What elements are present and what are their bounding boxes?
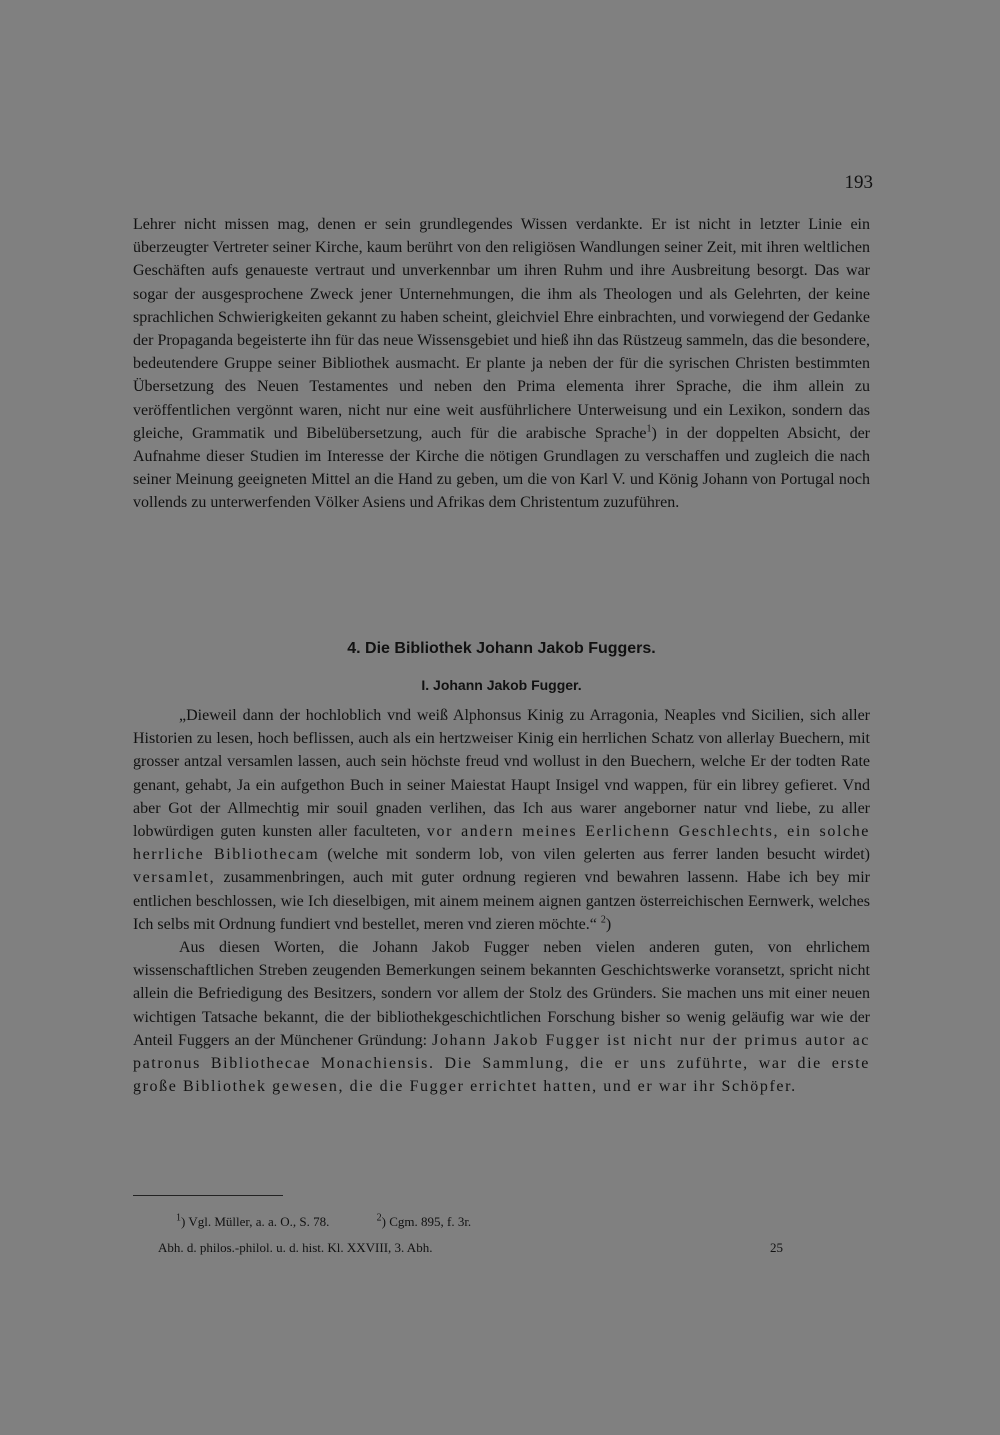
paragraph-text-spaced: Johann Jakob Fugger ist nicht nur der primus autor ac patronus Bibliothecae Monachiensis. Die Sammlung, die er uns zuführte, war die erste große Bibliothek gewesen, die die Fugger errichtet hatten, und er war ihr Schöpfer. <box>133 1031 870 1096</box>
paragraph-text: Aus diesen Worten, die Johann Jakob Fugger neben vielen anderen guten, von ehrlichem wissenschaftlichen Streben zeugenden Bemerkungen seinem bekannten Geschichtswerke voransetzt, spricht nicht allein die Befriedigung des Besitzers, sondern vor allem der Stolz des Gründers. Sie machen uns mit einer neuen wichtigen Tatsache bekannt, die der bibliothekgeschichtlichen Forschung bisher so wenig geläufig war wie der Anteil Fuggers an der Münchener Gründung: <box>133 939 870 1049</box>
paragraph-intro: Lehrer nicht missen mag, denen er sein grundlegendes Wissen verdankte. Er ist nicht in letzter Linie ein überzeugter Vertreter seiner Kirche, kaum berührt von den religiösen Wandlungen seiner Zeit, mit ihren weltlichen Geschäften aufs genaueste vertraut und unverkennbar um ihren Ruhm und ihre Ausbreitung besorgt. Das war sogar der ausgesprochene Zweck jener Unternehmungen, die ihm als Theologen und als Gelehrten, der keine sprachlichen Schwierigkeiten gekannt zu haben scheint, gleichviel Ehre einbrachten, und vorwiegend der Gedanke der Propaganda begeisterte ihn für das neue Wissensgebiet und hieß ihn das Rüstzeug sammeln, das die besondere, bedeutendere Gruppe seiner Bibliothek ausmacht. Er plante ja neben der für die syrischen Christen bestimmten Übersetzung des Neuen Testamentes und neben den Prima elementa ihrer Sprache, die ihm allein zu veröffentlichen vergönnt waren, nicht nur eine weit ausführlichere Unterweisung und ein Lexikon, sondern das gleiche, Grammatik und Bibelübersetzung, auch für die arabische Sprache$^1$) in der doppelten Absicht, der Aufnahme dieser Studien im Interesse der Kirche die nötigen Grundlagen zu verschaffen und zugleich die nach seiner Meinung geeigneten Mittel an die Hand zu geben, um die von Karl V. und König Johann von Portugal noch vollends zu unterwerfenden Völker Asiens und Afrikas dem Christentum zuzuführen. <box>133 216 870 512</box>
sub-heading: I. Johann Jakob Fugger. <box>421 677 582 693</box>
footnote-1: $^1$) Vgl. Müller, a. a. O., S. 78. <box>176 1212 330 1229</box>
page-footer <box>158 1240 783 1256</box>
paragraph-text: Lehrer nicht missen mag, denen er sein grundlegendes Wissen verdankte. Er ist nicht in letzter Linie ein überzeugter Vertreter seiner Kirche, kaum berührt von den religiösen Wandlungen seiner Zeit, mit ihren weltlichen Geschäften aufs genaueste vertraut und unverkennbar um ihren Ruhm und ihre Ausbreitung besorgt. Das war sogar der ausgesprochene Zweck jener Unternehmungen, die ihm als Theologen und als Gelehrten, der keine sprachlichen Schwierigkeiten gekannt zu haben scheint, gleichviel Ehre einbrachten, und vorwiegend der Gedanke der Propaganda begeisterte ihn für das neue Wissensgebiet und hieß ihn das Rüstzeug sammeln, das die besondere, bedeutendere Gruppe seiner Bibliothek ausmacht. Er plante ja neben der für die syrischen Christen bestimmten Übersetzung des Neuen Testamentes und neben den Prima elementa ihrer Sprache, die ihm allein zu veröffentlichen vergönnt waren, nicht nur eine weit ausführlichere Unterweisung und ein Lexikon, sondern das gleiche, Grammatik und Bibelübersetzung, auch für die arabische Sprache <box>133 216 870 442</box>
paragraph-text: in der doppelten Absicht, der Aufnahme dieser Studien im Interesse der Kirche die nötigen Grundlagen zu verschaffen und zugleich die nach seiner Meinung geeigneten Mittel an die Hand zu geben, um die von Karl V. und König Johann von Portugal noch vollends zu unterwerfenden Völker Asiens und Afrikas dem Christentum zuzuführen. <box>133 424 870 512</box>
quote-text: „Dieweil dann der hochloblich vnd weiß Alphonsus Kinig zu Arragonia, Neaples vnd Sicilien, sich aller Historien zu lesen, hoch beflissen, auch als ein hertzweiser Kinig ein herrlichen Schatz von allerlay Buechern, mit grosser antzal versamlen lassen, auch sein höchste freud vnd wollust in den Buechern, welche Er der todten Rate genant, gehabt, Ja ein aufgethon Buch in seiner Maiestat Haupt Insigel vnd wappen, für ein librey gefieret. Vnd aber Got der Allmechtig mir souil gnaden verlihen, das Ich aus warer angeborner natur vnd liebe, zu aller lobwürdigen guten kunsten aller faculteten, <box>133 707 870 841</box>
footnote-marker: 1 <box>646 423 652 435</box>
section-heading: 4. Die Bibliothek Johann Jakob Fuggers. <box>347 640 656 657</box>
footnote-marker: 2 <box>600 914 606 926</box>
quote-text: (welche mit sonderm lob, von vilen gelerten aus ferrer landen besucht wirdet) <box>319 846 870 864</box>
quote-text: zusammenbringen, auch mit guter ordnung regieren vnd bewahren lassenn. Habe ich bey mir entlichen beschlossen, wie Ich dieselbigen, mit ainem meinem aignen gantzen österreichischen Eernwerk, welches Ich selbs mit Ordnung fundiert vnd bestellet, meren vnd zieren möchte.“ <box>133 869 870 933</box>
footnote-2: $^2$) Cgm. 895, f. 3r. <box>376 1212 472 1229</box>
quote-text-spaced: versamlet, <box>133 869 216 887</box>
quote-text-spaced: vor andern meines Eerlichenn Geschlechts, ein solche herrliche Bibliothecam <box>133 823 871 864</box>
quotation-block: „Dieweil dann der hochloblich vnd weiß Alphonsus Kinig zu Arragonia, Neaples vnd Sicilien, sich aller Historien zu lesen, hoch beflissen, auch als ein hertzweiser Kinig ein herrlichen Schatz von allerlay Buechern, mit grosser antzal versamlen lassen, auch sein höchste freud vnd wollust in den Buechern, welche Er der todten Rate genant, gehabt, Ja ein aufgethon Buch in seiner Maiestat Haupt Insigel vnd wappen, für ein librey gefieret. Vnd aber Got der Allmechtig mir souil gnaden verlihen, das Ich aus warer angeborner natur vnd liebe, zu aller lobwürdigen guten kunsten aller faculteten, vor andern meines Eerlichenn Geschlechts, ein solche herrliche Bibliothecam (welche mit sonderm lob, von vilen gelerten aus ferrer landen besucht wirdet) versamlet, zusammenbringen, auch mit guter ordnung regieren vnd bewahren lassenn. Habe ich bey mir entlichen beschlossen, wie Ich dieselbigen, mit ainem meinem aignen gantzen österreichischen Eernwerk, welches Ich selbs mit Ordnung fundiert vnd bestellet, meren vnd zieren möchte.“ $^2$) Aus diesen Worten, die Johann Jakob Fugger neben vielen anderen guten, von ehrlichem wissenschaftlichen Streben zeugenden Bemerkungen seinem bekannten Geschichtswerke voransetzt, spricht nicht allein die Befriedigung des Besitzers, sondern vor allem der Stolz des Gründers. Sie machen uns mit einer neuen wichtigen Tatsache bekannt, die der bibliothekgeschichtlichen Forschung bisher so wenig geläufig war wie der Anteil Fuggers an der Münchener Gründung: Johann Jakob Fugger ist nicht nur der primus autor ac patronus Bibliothecae Monachiensis. Die Sammlung, die er uns zuführte, war die erste große Bibliothek gewesen, die die Fugger errichtet hatten, und er war ihr Schöpfer. <box>133 707 871 1096</box>
footer-sheet-number: 25 <box>770 1240 783 1255</box>
page-number: 193 <box>844 172 873 193</box>
footnotes <box>176 1214 515 1230</box>
footer-journal: Abh. d. philos.-philol. u. d. hist. Kl. XXVIII, 3. Abh. <box>158 1240 433 1255</box>
footnote-divider <box>133 1195 283 1196</box>
